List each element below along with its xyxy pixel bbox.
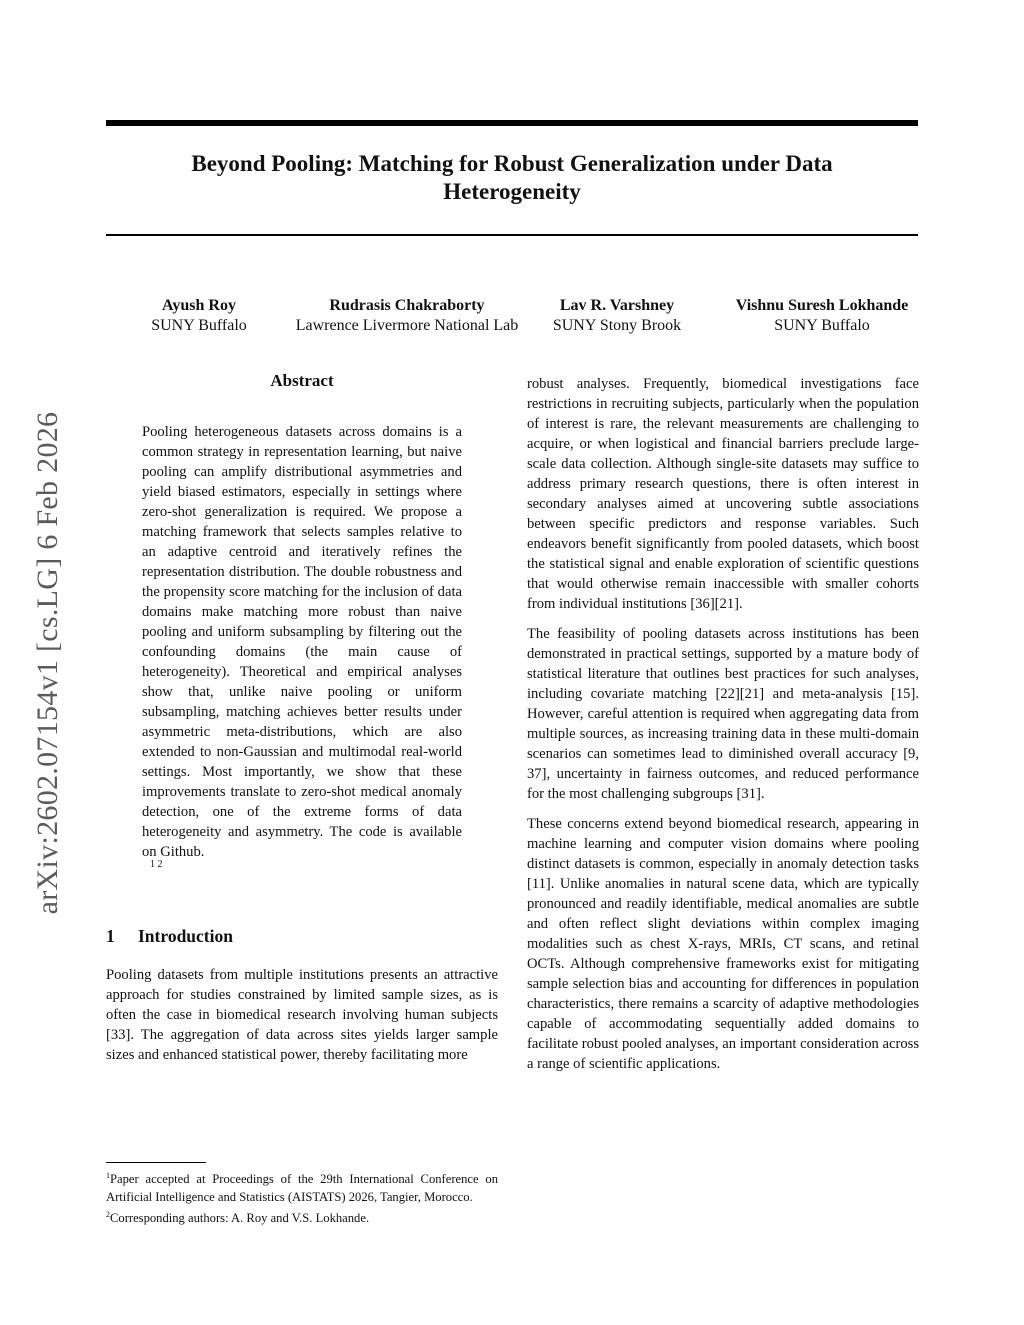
- title-bottom-rule: [106, 234, 918, 236]
- title-top-rule: [106, 120, 918, 126]
- author-block: [106, 296, 292, 336]
- abstract-heading: Abstract: [270, 371, 334, 390]
- footnotes: [106, 1167, 498, 1227]
- author-affiliation: SUNY Buffalo: [774, 317, 870, 334]
- arxiv-identifier-stamp: arXiv:2602.07154v1 [cs.LG] 6 Feb 2026: [31, 411, 64, 915]
- footnote-text: Corresponding authors: A. Roy and V.S. Lokhande.: [110, 1211, 370, 1226]
- author-name: Lav R. Varshney: [559, 297, 675, 314]
- section-number: 1: [106, 926, 115, 946]
- footnote-mark: 2: [106, 1210, 110, 1220]
- author-affiliation: Lawrence Livermore National Lab: [295, 317, 519, 334]
- intro-paragraph: Pooling datasets from multiple institutions presents an attractive approach for studies constrained by limited sample sizes, as is often the case in biomedical research involving human subjects [33]. The aggregation of data across sites yields larger sample sizes and enhanced statistical power, thereby facilitating more: [106, 967, 498, 1063]
- left-column: [106, 370, 498, 1065]
- right-column: [527, 374, 919, 1074]
- author-affiliation: SUNY Buffalo: [151, 317, 247, 334]
- paper-title: [106, 150, 918, 206]
- body-paragraph: robust analyses. Frequently, biomedical investigations face restrictions in recruiting subjects, particularly when the population of interest is rare, the relevant measurements are challenging to acquire, or when logistical and financial barriers preclude large-scale data collection. Although single-site datasets may suffice to address primary research questions, there is often interest in secondary analyses aimed at uncovering subtle associations between specific predictors and response variables. Such endeavors benefit significantly from pooled datasets, which boost the statistical signal and enable exploration of scientific questions that would otherwise remain inaccessible with smaller cohorts from individual institutions [36][21].: [527, 376, 919, 612]
- body-paragraph: These concerns extend beyond biomedical research, appearing in machine learning and computer vision domains where pooling distinct datasets is common, especially in anomaly detection tasks [11]. Unlike anomalies in natural scene data, which are typically pronounced and readily identifiable, medical anomalies are subtle and often reflect slight deviations within complex imaging modalities such as chest X-rays, MRIs, CT scans, and retinal OCTs. Although comprehensive frameworks exist for mitigating sample selection bias and accounting for differences in population characteristics, there remains a scarcity of adaptive methodologies capable of accommodating sequentially added domains to facilitate robust pooled analyses, an important consideration across a range of scientific applications.: [527, 816, 919, 1072]
- body-paragraph: The feasibility of pooling datasets across institutions has been demonstrated in practical settings, supported by a mature body of statistical literature that outlines best practices for such analyses, including covariate matching [22][21] and meta-analysis [15]. However, careful attention is required when aggregating data from multiple sources, as increasing training data in these multi-domain scenarios can sometimes lead to diminished overall accuracy [9, 37], uncertainty in fairness outcomes, and reduced performance for the most challenging subgroups [31].: [527, 626, 919, 802]
- abstract-footnote-marks: 1 2: [150, 859, 163, 870]
- author-block: [540, 296, 694, 336]
- footnote-rule: [106, 1162, 206, 1163]
- footnote: [106, 1167, 498, 1206]
- author-name: Vishnu Suresh Lokhande: [735, 297, 909, 314]
- footnote-mark: 1: [106, 1171, 110, 1180]
- author-block: [281, 296, 533, 336]
- section-title: Introduction: [138, 926, 233, 946]
- footnote-text: Paper accepted at Proceedings of the 29th International Conference on Artificial Intelligence and Statistics (AISTATS) 2026, Tangier, Morocco.: [106, 1172, 498, 1205]
- author-name: Rudrasis Chakraborty: [329, 297, 485, 314]
- title-line: Beyond Pooling: Matching for Robust Generalization under Data: [191, 151, 833, 176]
- author-affiliation: SUNY Stony Brook: [552, 317, 682, 334]
- abstract-text: Pooling heterogeneous datasets across domains is a common strategy in representation learning, but naive pooling can amplify distributional asymmetries and yield biased estimators, especially in settings where zero-shot generalization is required. We propose a matching framework that selects samples relative to an adaptive centroid and iteratively refines the representation distribution. The double robustness and the propensity score matching for the inclusion of data domains make matching more robust than naive pooling and uniform subsampling by filtering out the confounding domains (the main cause of heterogeneity). Theoretical and empirical analyses show that, unlike naive pooling or uniform subsampling, matching achieves better results under asymmetric meta-distributions, which are also extended to non-Gaussian and multimodal real-world settings. Most importantly, we show that these improvements translate to zero-shot medical anomaly detection, one of the extreme forms of data heterogeneity and asymmetry. The code is available on Github.: [142, 424, 462, 860]
- section-heading-introduction: [106, 925, 498, 947]
- author-block: [714, 296, 930, 336]
- author-name: Ayush Roy: [162, 297, 236, 314]
- footnote: [106, 1206, 498, 1227]
- title-line: Heterogeneity: [443, 179, 581, 204]
